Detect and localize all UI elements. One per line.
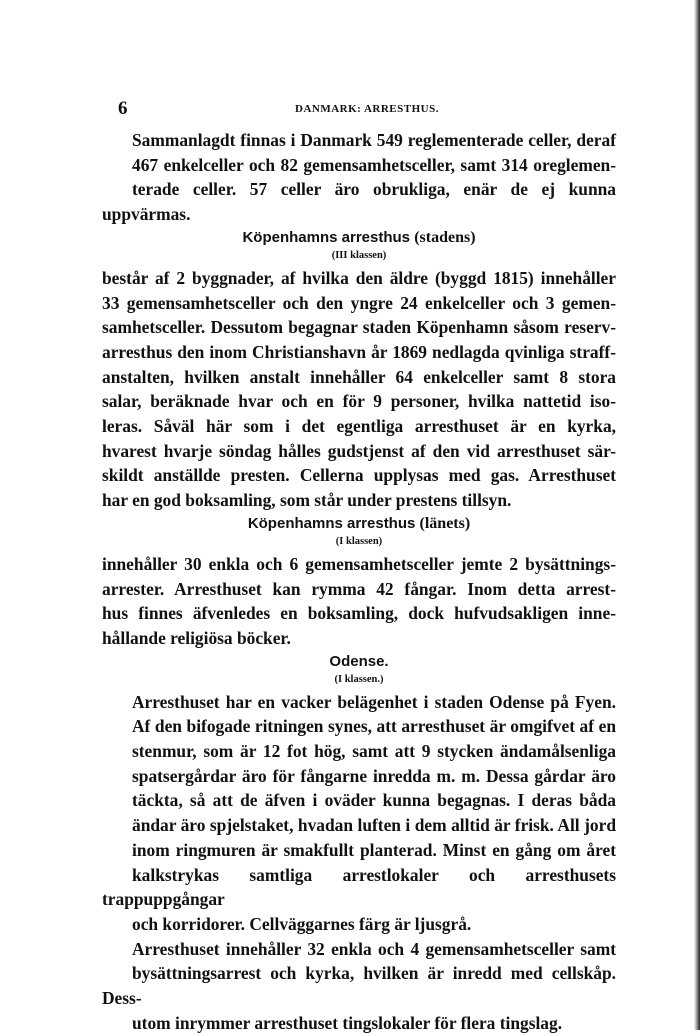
text-line: har en god boksamling, som står under prestens tillsyn. bbox=[102, 490, 512, 511]
page-number: 6 bbox=[118, 98, 128, 119]
heading-title: Odense. bbox=[329, 652, 389, 670]
text-line: bysättningsarrest och kyrka, hvilken är inredd med cellskåp. Dess- bbox=[102, 963, 616, 1009]
heading-qualifier: (stadens) bbox=[414, 228, 476, 246]
text-line: Arresthuset har en vacker belägenhet i staden Odense på Fyen. bbox=[132, 691, 616, 712]
text-line: samhetsceller. Dessutom begagnar staden Köpenhamn såsom reserv- bbox=[102, 317, 616, 338]
text-line: terade celler. 57 celler äro obrukliga, enär de ej kunna uppvärmas. bbox=[102, 179, 616, 225]
text-line: leras. Såväl här som i det egentliga arresthuset är en kyrka, bbox=[102, 416, 616, 437]
intro-paragraph bbox=[102, 128, 616, 227]
section-heading bbox=[102, 514, 616, 534]
text-line: utom inrymmer arresthuset tingslokaler för flera tingslag. bbox=[132, 1012, 563, 1033]
text-line: stenmur, som är 12 fot hög, samt att 9 stycken ändamålsenliga bbox=[132, 741, 616, 762]
text-line: arrester. Arresthuset kan rymma 42 fångar. Inom detta arrest- bbox=[102, 578, 616, 599]
section-class: (III klassen) bbox=[331, 249, 387, 261]
page-body bbox=[102, 128, 616, 1036]
section-paragraph bbox=[102, 266, 616, 513]
section-heading bbox=[102, 652, 616, 672]
text-line: hvarest hvarje söndag hålles gudstjenst af den vid arresthuset sär- bbox=[102, 440, 616, 461]
text-line: Af den bifogade ritningen synes, att arresthuset är omgifvet af en bbox=[132, 716, 616, 737]
text-line: salar, beräknade hvar och en för 9 personer, hvilka nattetid iso- bbox=[102, 391, 616, 412]
heading-qualifier: (länets) bbox=[419, 514, 471, 532]
text-line: 33 gemensamhetsceller och den yngre 24 enkelceller och 3 gemen- bbox=[102, 292, 616, 313]
text-line: kalkstrykas samtliga arrestlokaler och arresthusets trappuppgångar bbox=[102, 864, 616, 910]
section-paragraph bbox=[102, 552, 616, 651]
text-line: hållande religiösa böcker. bbox=[102, 627, 291, 648]
section-heading bbox=[102, 228, 616, 248]
heading-title: Köpenhamns arresthus bbox=[247, 514, 416, 532]
text-line: består af 2 byggnader, af hvilka den äldre (byggd 1815) innehåller bbox=[102, 267, 616, 288]
page-header bbox=[118, 98, 616, 124]
section-class: (I klassen.) bbox=[334, 673, 384, 685]
section-class: (I klassen) bbox=[335, 535, 383, 547]
text-line: anstalten, hvilken anstalt innehåller 64 enkelceller samt 8 stora bbox=[102, 366, 616, 387]
page-edge-shadow bbox=[694, 0, 700, 1030]
text-line: och korridorer. Cellväggarnes färg är ljusgrå. bbox=[132, 913, 472, 934]
text-line: täckta, så att de äfven i oväder kunna begagnas. I deras båda bbox=[132, 790, 616, 811]
section-paragraph bbox=[102, 690, 616, 937]
text-line: ändar äro spjelstaket, hvadan luften i dem alltid är frisk. All jord bbox=[132, 815, 616, 836]
text-line: innehåller 30 enkla och 6 gemensamhetsceller jemte 2 bysättnings- bbox=[102, 553, 616, 574]
text-line: inom ringmuren är smakfullt planterad. Minst en gång om året bbox=[132, 839, 616, 860]
running-title: DANMARK: ARRESTHUS. bbox=[295, 103, 439, 115]
text-line: skildt anställde presten. Cellerna upplysas med gas. Arresthuset bbox=[102, 465, 616, 486]
heading-title: Köpenhamns arresthus bbox=[242, 228, 411, 246]
text-line: arresthus den inom Christianshavn år 1869 nedlagda qvinliga straff- bbox=[102, 341, 616, 362]
text-line: hus finnes äfvenledes en boksamling, dock hufvudsakligen inne- bbox=[102, 603, 616, 624]
section-paragraph bbox=[102, 937, 616, 1036]
text-line: Sammanlagdt finnas i Danmark 549 reglementerade celler, deraf bbox=[132, 130, 616, 150]
text-line: Arresthuset innehåller 32 enkla och 4 gemensamhetsceller samt bbox=[132, 938, 616, 959]
text-line: 467 enkelceller och 82 gemensamhetsceller, samt 314 oreglemen- bbox=[132, 154, 616, 175]
text-line: spatsergårdar äro för fångarne inredda m. m. Dessa gårdar äro bbox=[132, 765, 616, 786]
